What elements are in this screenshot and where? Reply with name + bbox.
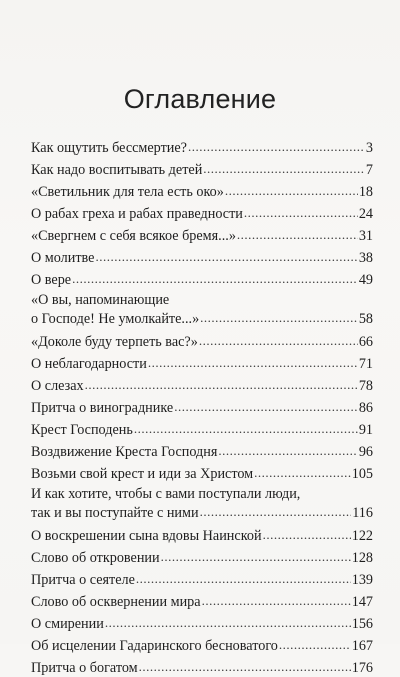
toc-page-number: 38 xyxy=(358,250,373,266)
toc-entry-title: «Светильник для тела есть око» xyxy=(31,184,224,200)
toc-page-number: 71 xyxy=(358,356,373,372)
toc-entry-title: Как ощутить бессмертие? xyxy=(31,140,187,156)
toc-entry[interactable] xyxy=(31,270,373,289)
toc-entry-line xyxy=(31,486,373,503)
toc-entry[interactable] xyxy=(31,592,373,611)
toc-entry[interactable] xyxy=(31,332,373,351)
toc-entry-line xyxy=(31,658,373,677)
toc-entry-line xyxy=(31,204,373,223)
toc-entry[interactable] xyxy=(31,354,373,373)
toc-page-number: 167 xyxy=(351,638,373,654)
toc-entry[interactable] xyxy=(31,248,373,267)
toc-entry-title: Слово об откровении xyxy=(31,550,160,566)
toc-entry-line xyxy=(31,636,373,655)
toc-entry-title: о Господе! Не умолкайте...» xyxy=(31,311,200,327)
dot-leader xyxy=(188,138,365,152)
toc-entry-title: Притча о богатом xyxy=(31,660,138,676)
toc-entry-title: Крест Господень xyxy=(31,422,133,438)
toc-entry-line xyxy=(31,248,373,267)
toc-entry-title: И как хотите, чтобы с вами поступали люди, xyxy=(31,486,301,502)
toc-entry-title: Как надо воспитывать детей xyxy=(31,162,203,178)
dot-leader xyxy=(200,503,352,517)
toc-entry-title: «Свергнем с себя всякое бремя...» xyxy=(31,228,236,244)
toc-entry-title: О слезах xyxy=(31,378,84,394)
toc-entry-title: Слово об осквернении мира xyxy=(31,594,201,610)
dot-leader xyxy=(72,270,358,284)
toc-entry-line xyxy=(31,503,373,522)
toc-entry-title: О рабах греха и рабах праведности xyxy=(31,206,243,222)
toc-page-number: 58 xyxy=(358,311,373,327)
dot-leader xyxy=(134,420,358,434)
toc-entry-line xyxy=(31,332,373,351)
dot-leader xyxy=(105,614,351,628)
dot-leader xyxy=(148,354,358,368)
toc-entry[interactable] xyxy=(31,292,373,328)
toc-entry-title: так и вы поступайте с ними xyxy=(31,505,199,521)
dot-leader xyxy=(237,226,358,240)
toc-entry[interactable] xyxy=(31,486,373,522)
dot-leader xyxy=(161,548,351,562)
toc-entry[interactable] xyxy=(31,442,373,461)
dot-leader xyxy=(203,160,365,174)
dot-leader xyxy=(85,376,358,390)
toc-page-number: 91 xyxy=(358,422,373,438)
toc-page-number: 116 xyxy=(352,505,373,521)
toc-entry-title: «Доколе буду терпеть вас?» xyxy=(31,334,198,350)
toc-page-number: 18 xyxy=(358,184,373,200)
toc-entry-title: О воскрешении сына вдовы Наинской xyxy=(31,528,262,544)
dot-leader xyxy=(279,636,351,650)
toc-entry-title: О молитве xyxy=(31,250,95,266)
toc-entry[interactable] xyxy=(31,658,373,677)
toc-page-number: 31 xyxy=(358,228,373,244)
toc-entry-line xyxy=(31,548,373,567)
toc-page-number: 24 xyxy=(358,206,373,222)
toc-page-number: 128 xyxy=(351,550,373,566)
toc-entry[interactable] xyxy=(31,204,373,223)
toc-entry-title: Возьми свой крест и иди за Христом xyxy=(31,466,254,482)
toc-entry-line xyxy=(31,354,373,373)
toc-page-number: 66 xyxy=(358,334,373,350)
toc-entry-title: Воздвижение Креста Господня xyxy=(31,444,218,460)
toc-page-number: 156 xyxy=(351,616,373,632)
toc-entry-line xyxy=(31,614,373,633)
toc-entry[interactable] xyxy=(31,570,373,589)
toc-page-number: 78 xyxy=(358,378,373,394)
toc-entry[interactable] xyxy=(31,226,373,245)
toc-entry-line xyxy=(31,138,373,157)
toc-page-number: 49 xyxy=(358,272,373,288)
toc-entry-line xyxy=(31,270,373,289)
toc-entry-line xyxy=(31,464,373,483)
toc-entry-line xyxy=(31,309,373,328)
toc-entry-title: О неблагодарности xyxy=(31,356,147,372)
toc-entry[interactable] xyxy=(31,160,373,179)
toc-entry-line xyxy=(31,292,373,309)
toc-page-number: 176 xyxy=(351,660,373,676)
toc-entry-line xyxy=(31,420,373,439)
table-of-contents xyxy=(31,0,373,676)
toc-entry-title: «О вы, напоминающие xyxy=(31,292,170,308)
toc-page-number: 105 xyxy=(351,466,373,482)
toc-entry[interactable] xyxy=(31,138,373,157)
toc-entry[interactable] xyxy=(31,636,373,655)
toc-entry[interactable] xyxy=(31,182,373,201)
toc-entry-line xyxy=(31,182,373,201)
toc-entry-line xyxy=(31,376,373,395)
toc-page-number: 122 xyxy=(351,528,373,544)
toc-entry[interactable] xyxy=(31,548,373,567)
toc-entry[interactable] xyxy=(31,614,373,633)
toc-page-number: 3 xyxy=(365,140,373,156)
toc-entry-title: О вере xyxy=(31,272,72,288)
dot-leader xyxy=(139,658,351,672)
dot-leader xyxy=(218,442,357,456)
toc-entry[interactable] xyxy=(31,420,373,439)
toc-entry-line xyxy=(31,398,373,417)
toc-entry-title: Притча о винограднике xyxy=(31,400,174,416)
toc-entry-title: О смирении xyxy=(31,616,104,632)
toc-entry-line xyxy=(31,442,373,461)
toc-entry[interactable] xyxy=(31,376,373,395)
toc-entry-line xyxy=(31,160,373,179)
toc-page-number: 139 xyxy=(351,572,373,588)
toc-entry-line xyxy=(31,526,373,545)
toc-entry[interactable] xyxy=(31,464,373,483)
dot-leader xyxy=(95,248,357,262)
dot-leader xyxy=(225,182,358,196)
toc-entry-line xyxy=(31,226,373,245)
toc-page-number: 7 xyxy=(365,162,373,178)
toc-page-number: 86 xyxy=(358,400,373,416)
toc-entry[interactable] xyxy=(31,526,373,545)
toc-page-number: 96 xyxy=(358,444,373,460)
toc-entry[interactable] xyxy=(31,398,373,417)
toc-entry-title: Об исцелении Гадаринского бесноватого xyxy=(31,638,278,654)
page-title: Оглавление xyxy=(123,84,277,114)
dot-leader xyxy=(174,398,358,412)
toc-entry-title: Притча о сеятеле xyxy=(31,572,135,588)
toc-page-number: 147 xyxy=(351,594,373,610)
toc-entry-line xyxy=(31,570,373,589)
dot-leader xyxy=(244,204,358,218)
dot-leader xyxy=(199,332,358,346)
dot-leader xyxy=(263,526,351,540)
dot-leader xyxy=(254,464,351,478)
dot-leader xyxy=(136,570,351,584)
dot-leader xyxy=(200,309,358,323)
dot-leader xyxy=(202,592,351,606)
toc-entry-line xyxy=(31,592,373,611)
